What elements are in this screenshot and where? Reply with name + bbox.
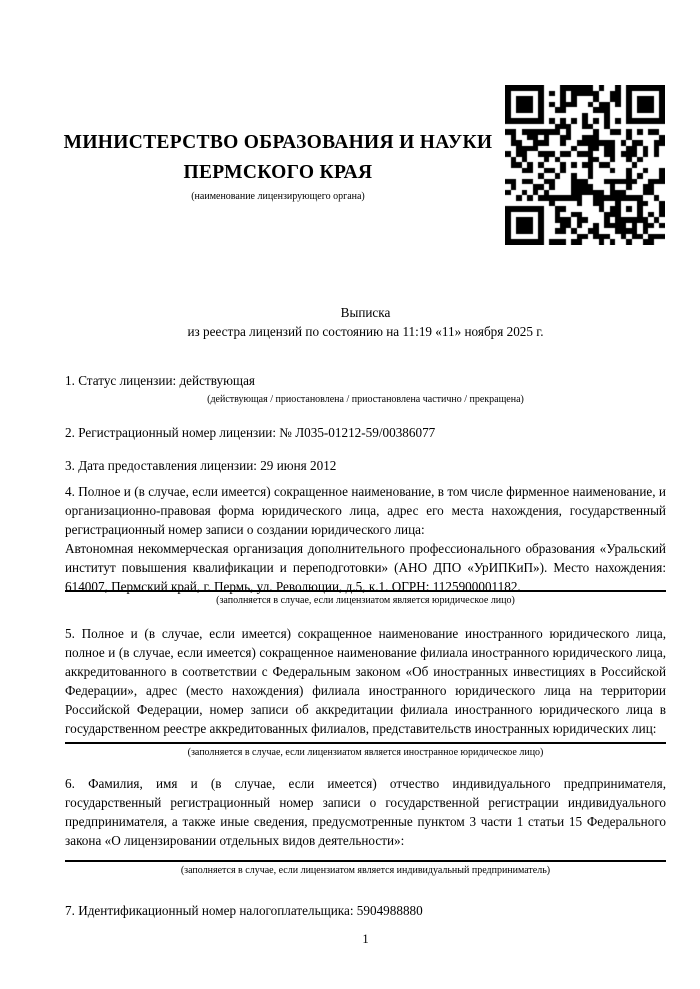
item-3-grant-date: 3. Дата предоставления лицензии: 29 июня 2012 — [65, 458, 337, 473]
qr-code-image — [505, 85, 665, 245]
document-title-line2: из реестра лицензий по состоянию на 11:19 «11» ноября 2025 г. — [187, 324, 544, 339]
item-4-legal-entity-value: Автономная некоммерческая организация дополнительного профессионального образования «Уральский институт повышения квалификации и переподготовки» (АНО ДПО «УрИПКиП»). Место нахождения: 614007, Пермский край, г. Пермь, ул. Революции, д.5, к.1. ОГРН: 1125900001182. — [65, 541, 666, 594]
item-4-caption: (заполняется в случае, если лицензиатом является юридическое лицо) — [216, 595, 515, 606]
document-title-line1: Выписка — [340, 305, 391, 320]
ministry-caption: (наименование лицензирующего органа) — [191, 191, 365, 202]
item-6-entrepreneur-label: 6. Фамилия, имя и (в случае, если имеется) отчество индивидуального предпринимателя, государственный регистрационный номер записи о государственной регистрации индивидуального предпринимателя, а также иные сведения, предусмотренные пунктом 3 части 1 статьи 15 Федерального закона «О лицензировании отдельных видов деятельности»: — [65, 776, 666, 848]
item-5-foreign-entity-label: 5. Полное и (в случае, если имеется) сокращенное наименование иностранного юридического лица, полное и (в случае, если имеется) сокращенное наименование филиала иностранного юридического лица, аккредитованного в соответствии с Федеральным законом «Об иностранных инвестициях в Российской Федерации», адрес (место нахождения) филиала иностранного юридического лица на территории Российской Федерации, номер записи об аккредитации филиала иностранного юридического лица в государственном реестре аккредитованных филиалов, представительств иностранных юридических лиц: — [65, 626, 666, 736]
licensing-authority-block — [40, 128, 516, 203]
ministry-name-line1: МИНИСТЕРСТВО ОБРАЗОВАНИЯ И НАУКИ — [63, 132, 493, 153]
qr-code — [505, 85, 665, 245]
item-7-taxpayer-id: 7. Идентификационный номер налогоплательщика: 5904988880 — [65, 903, 423, 918]
item-2-registration-number: 2. Регистрационный номер лицензии: № Л035-01212-59/00386077 — [65, 425, 436, 440]
item-1-status-options-caption: (действующая / приостановлена / приостановлена частично / прекращена) — [207, 394, 524, 405]
fill-in-rule-foreign-entity — [65, 742, 666, 744]
item-4-legal-entity-label: 4. Полное и (в случае, если имеется) сокращенное наименование, в том числе фирменное наименование, и организационно-правовая форма юридического лица, адрес его места нахождения, государственный регистрационный номер записи о создании юридического лица: — [65, 484, 666, 537]
document-body — [65, 303, 666, 949]
item-5-caption: (заполняется в случае, если лицензиатом является иностранное юридическое лицо) — [187, 747, 544, 758]
item-6-caption: (заполняется в случае, если лицензиатом является индивидуальный предприниматель) — [180, 865, 551, 876]
ministry-name-line2: ПЕРМСКОГО КРАЯ — [183, 162, 373, 183]
document-title — [65, 303, 666, 341]
item-1-license-status: 1. Статус лицензии: действующая — [65, 373, 256, 388]
ministry-name — [40, 128, 516, 188]
fill-in-rule-entrepreneur — [65, 860, 666, 862]
page-number: 1 — [362, 932, 369, 946]
